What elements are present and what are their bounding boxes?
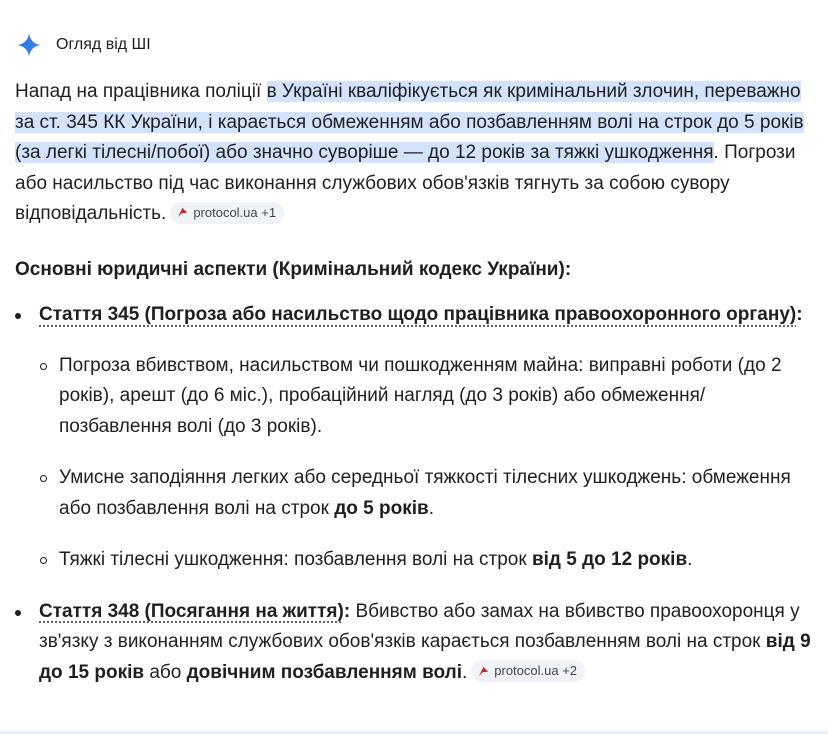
article-345-sublist (39, 351, 815, 576)
source-chip[interactable] (471, 660, 585, 682)
intro-text: Напад на працівника поліції (15, 81, 267, 102)
intro-highlight[interactable]: в Україні кваліфікується як кримінальний злочин, переважно за ст. 345 КК України, і карається обмеженням або позбавленням волі на строк до 5 років (за легкі тілесні/побої) або значно суворіше — до 12 років за тяжкі ушкодження (15, 81, 804, 163)
intro-text-end: . Погрози або насильство під час виконання службових обов'язків тягнуть за собою сувору відповідальність. (15, 142, 796, 224)
article-345-link[interactable]: Стаття 345 (Погроза або насильство щодо працівника правоохоронного органу) (39, 304, 797, 325)
article-348-bold: від 9 до 15 років (39, 631, 811, 683)
sub-item-text: Тяжкі тілесні ушкодження: позбавлення волі на строк (59, 549, 532, 570)
list-item (15, 300, 815, 576)
sub-item-text: Погроза вбивством, насильством чи пошкодженням майна: виправні роботи (до 2 років), арешт (до 6 міс.), пробаційний нагляд (до 3 років) або обмеження/позбавлення волі (до 3 років). (59, 354, 782, 437)
article-colon: : (343, 600, 351, 622)
list-item (39, 351, 815, 443)
article-348-end: . (461, 661, 468, 683)
source-chip-label: protocol.ua (193, 204, 258, 220)
source-chip-count: +2 (562, 663, 578, 678)
article-348-text-mid: або (144, 661, 187, 683)
overview-content (15, 77, 815, 688)
sub-item-bold: від 5 до 12 років (531, 549, 688, 570)
source-chip-count: +1 (261, 204, 277, 220)
header-title: Огляд від ШІ (56, 36, 151, 53)
article-348-text: Вбивство або замах на вбивство правоохоронця у зв'язку з виконанням службових обов'язків карається позбавленням волі на строк (39, 600, 800, 652)
section-heading: Основні юридичні аспекти (Кримінальний кодекс України): (15, 258, 572, 280)
article-348-link[interactable]: Стаття 348 (Посягання на життя) (39, 600, 344, 622)
ai-overview-header (16, 30, 151, 60)
article-348-bold-2: довічним позбавленням волі (186, 661, 462, 683)
list-item (39, 463, 815, 524)
articles-list (15, 300, 815, 688)
sub-item-text: Умисне заподіяння легких або середньої тяжкості тілесних ушкоджень: обмеження або позбавлення волі на строк (59, 467, 791, 519)
list-item (39, 545, 815, 576)
protocol-logo-icon (478, 666, 489, 677)
sub-item-end: . (428, 497, 434, 519)
list-item (15, 597, 815, 689)
sub-item-bold: до 5 років (334, 497, 429, 519)
gemini-sparkle-icon (16, 32, 42, 58)
sub-item-end: . (687, 549, 693, 570)
article-colon: : (796, 304, 803, 325)
protocol-logo-icon (177, 207, 188, 218)
source-chip-label: protocol.ua (494, 663, 559, 678)
source-chip[interactable] (170, 202, 284, 224)
intro-paragraph (15, 77, 815, 230)
